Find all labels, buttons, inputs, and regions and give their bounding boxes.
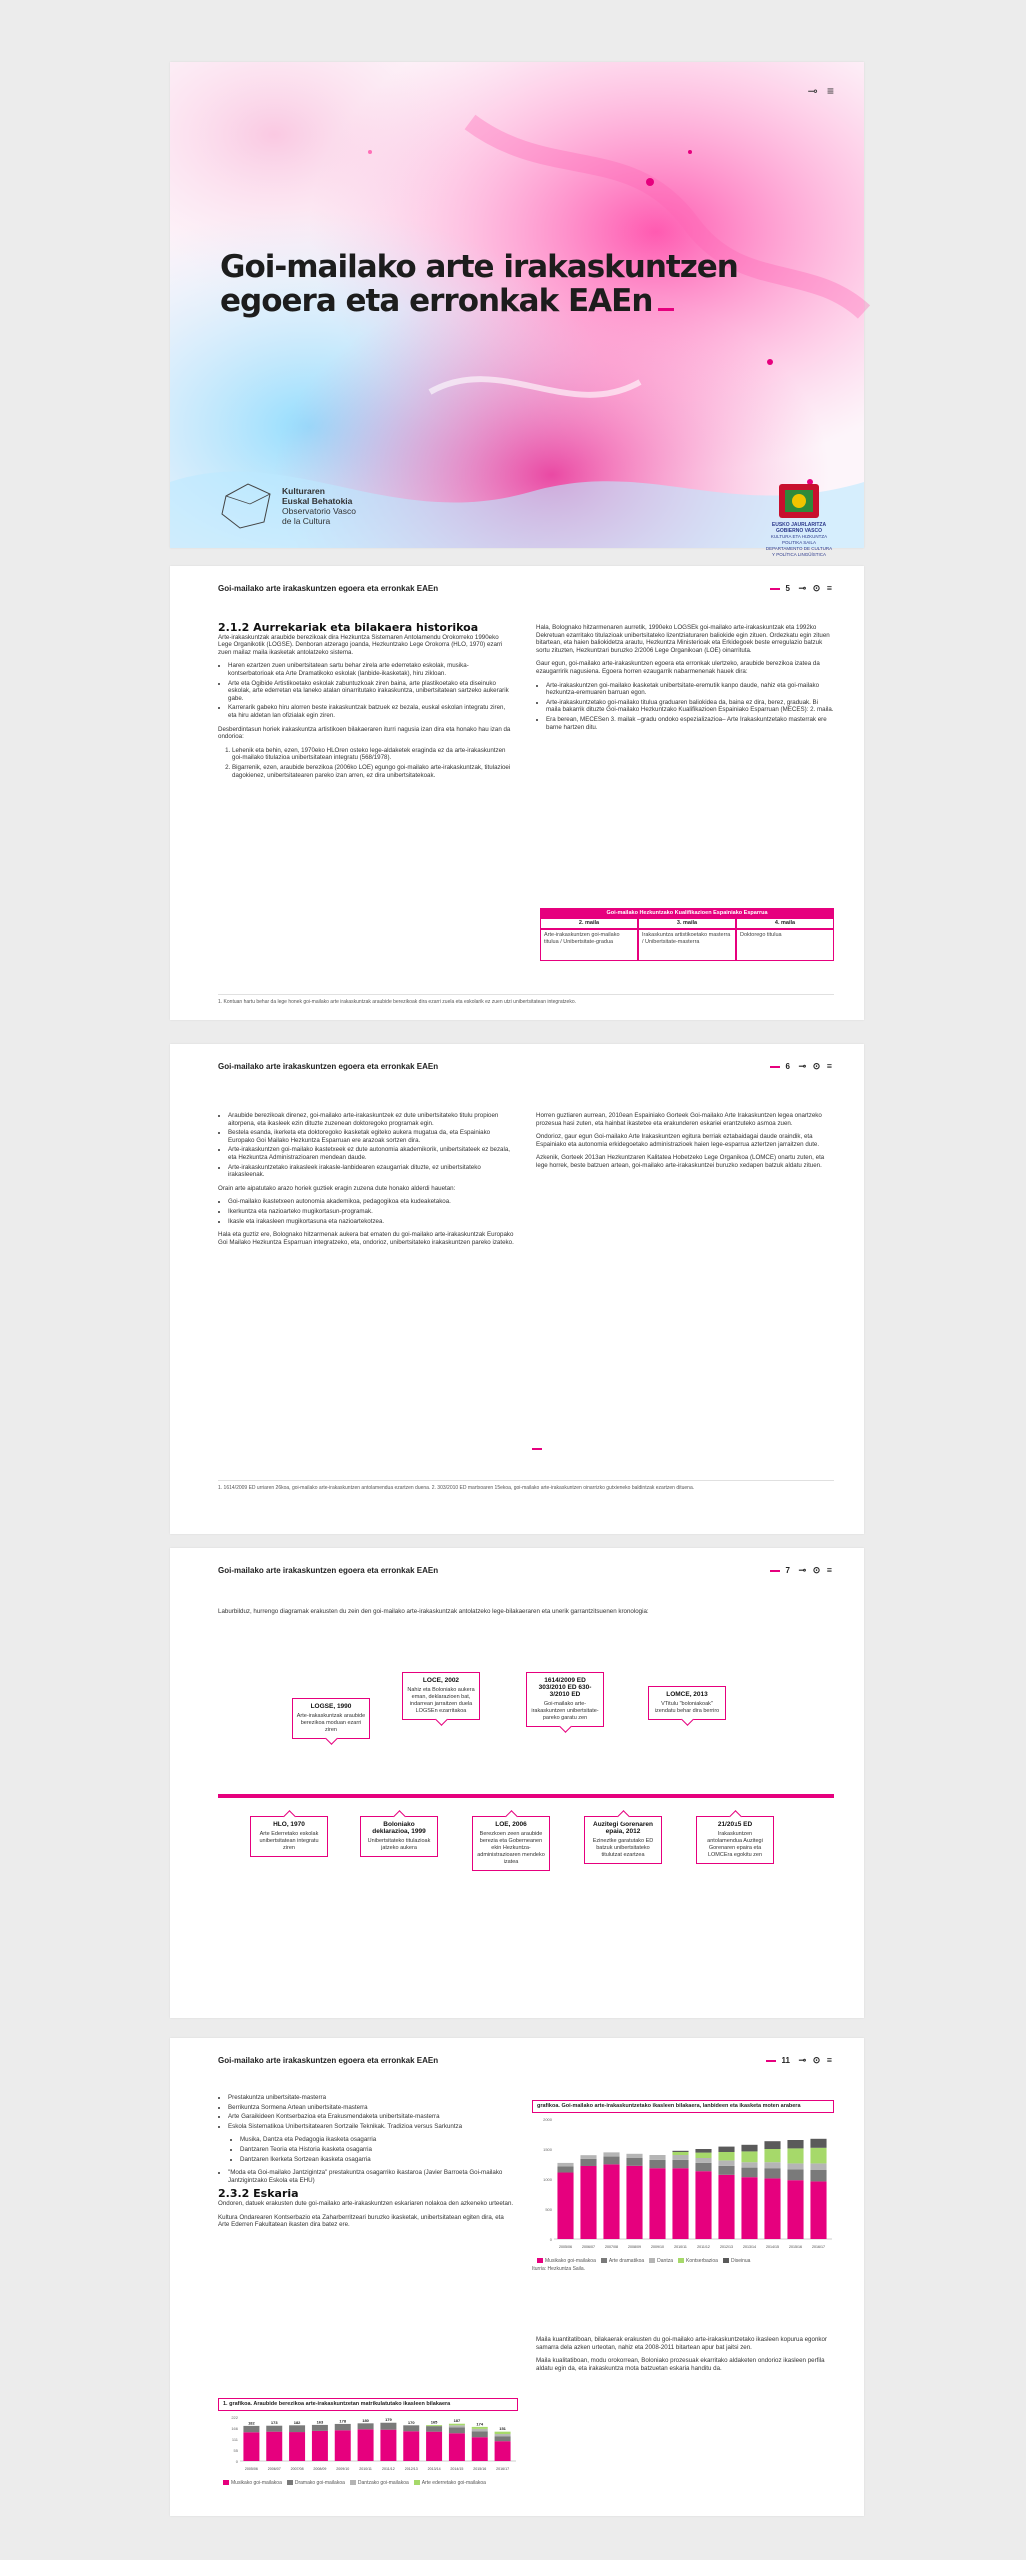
event-text: Irakaskuntzen antolamendua Auzitegi Gorenaren epaira eta LOMCEra egokitu zen [707, 1831, 763, 1858]
bar-segment [787, 2148, 803, 2163]
bar-segment [449, 2427, 465, 2433]
chart-2-plot [532, 2113, 834, 2251]
bar-segment [426, 2425, 442, 2426]
timeline-event [402, 1672, 480, 1720]
legend-swatch [678, 2258, 684, 2263]
bar-segment [495, 2432, 511, 2434]
x-tick-label: 2011/12 [382, 2467, 395, 2471]
chart-title: grafikoa. Goi-mailako arte-irakaskuntzetako ikasleen bilakaera, lanbideen eta ikasketa moten arabera [532, 2100, 834, 2113]
bar-segment [243, 2432, 259, 2461]
bar-segment [626, 2158, 642, 2166]
data-label: 178 [339, 2418, 347, 2424]
pink-dash [770, 1570, 780, 1572]
x-tick-label: 2012/13 [720, 2245, 733, 2249]
section-heading: 2.3.2 Eskaria [218, 2187, 299, 2201]
timeline-event [472, 1816, 550, 1871]
list-item: 1. Lehenik eta behin, ezen, 1970eko HLOren osteko lege-aldaketek eraginda ez da arte-irakaskuntzen goi-mailako titulazioa unibertsitatean integratu (568/1978). [232, 747, 514, 762]
data-label: 180 [362, 2417, 369, 2423]
y-tick-label: 166 [231, 2426, 238, 2431]
bar-segment [472, 2431, 488, 2437]
pink-dash [532, 1448, 542, 1450]
legend-swatch [537, 2258, 543, 2263]
table-row [540, 929, 834, 961]
left-column [218, 2094, 514, 2235]
sub-list [218, 2136, 514, 2163]
meces-table [540, 908, 834, 961]
title-underscore [658, 308, 674, 311]
x-tick-label: 2006/07 [582, 2245, 595, 2249]
event-title: 21/2015 ED [717, 1821, 753, 1828]
list-item: • Bestela esanda, ikerketa eta doktoregoko ikasketak egiteko aukera mugatua da, eta Espainiako Europako Goi Mailako Hezkuntza Esparruan ere arazoak sortzen dira. [228, 1129, 514, 1144]
bar-segment [335, 2424, 351, 2430]
event-title: LOGSE, 1990 [310, 1703, 352, 1710]
x-tick-label: 2016/17 [812, 2245, 825, 2249]
y-tick-label: 2000 [543, 2117, 552, 2122]
event-title: Auzitegi Gorenaren epaia, 2012 [593, 1821, 653, 1835]
bar-segment [695, 2163, 711, 2171]
list-item: • Haren ezartzen zuen unibertsitatean sartu behar zirela arte ederretako eskolak, musika-kontserbatorioak eta Arte Dramatikoko eskolak (lanbide-ikasketak), hiru zikloan. [228, 662, 514, 677]
x-tick-label: 2008/09 [313, 2467, 327, 2471]
bullet-list [218, 662, 514, 719]
bar-segment [580, 2155, 596, 2159]
data-label: 187 [453, 2418, 461, 2424]
running-head [218, 584, 834, 600]
chart-1-plot [218, 2411, 518, 2473]
x-tick-label: 2008/09 [628, 2245, 641, 2249]
chart-source: Iturria: Hezkuntza Saila. [532, 2266, 586, 2272]
paragraph: Azkenik, Gorteek 2013an Hezkuntzaren Kalitatea Hobetzeko Lege Organikoa (LOMCE) onartu zuten, eta lege horrek, beste batzuen artean, goi-mailako arte-irakaskuntzei buruzko xedapen batzuk aldatu zituen. [536, 1154, 825, 1169]
section-heading: 2.1.2 Aurrekariak eta bilakaera historikoa [218, 621, 479, 634]
timeline-event [584, 1816, 662, 1864]
running-head-title: Goi-mailako arte irakaskuntzen egoera eta erronkak EAEn [218, 2056, 439, 2065]
legend-label: Musikako goi-mailakoa [545, 2258, 596, 2264]
running-head-title: Goi-mailako arte irakaskuntzen egoera eta erronkak EAEn [218, 584, 439, 593]
bar-segment [312, 2425, 328, 2431]
legend-label: Kontserbazioa [686, 2258, 718, 2264]
bar-segment [403, 2431, 419, 2461]
x-tick-label: 2005/06 [559, 2245, 572, 2249]
paragraph: Arte-irakaskuntzak araubide berezikoak dira Hezkuntza Sistemaren Antolamendu Orokorreko 1990eko Lege Organikotik (LOGSE). Denboran atzerago joanda, Hezkuntzako Lege Orokorra (HLO, 1970) ezarri zuen mailaz maila ikasketak antolatzeko sistema. [218, 633, 503, 656]
x-tick-label: 2010/11 [674, 2245, 687, 2249]
bar-segment [266, 2426, 282, 2432]
table-header-row [540, 918, 834, 929]
data-label: 182 [248, 2420, 255, 2426]
menu-icon[interactable]: ≡ [826, 84, 834, 98]
list-item: • Ikerkuntza eta nazioarteko mugikortasun-programak. [228, 1208, 514, 1216]
legend-swatch [414, 2480, 420, 2485]
page-number [766, 2056, 790, 2065]
table-header-cell: 4. maila [736, 918, 834, 929]
bar-segment [695, 2153, 711, 2158]
legend-label: Arte ederretako goi-mailakoa [421, 2480, 486, 2486]
bar-segment [718, 2147, 734, 2152]
bar-segment [787, 2163, 803, 2169]
running-head [218, 1062, 834, 1078]
event-title: Boloniako deklarazioa, 1999 [372, 1821, 426, 1835]
kulturaren-behatokia-logo [220, 482, 357, 535]
list-item: • Arte-irakaskuntzen goi-mailako ikastetxeek ez dute autonomia akademikorik, unibertsitateek ez bezala, eta Hezkuntza Administrazioaren mendean daude. [228, 1146, 514, 1161]
running-head [218, 1566, 834, 1582]
logo-line: Kulturaren [282, 486, 325, 496]
bar-segment [764, 2149, 780, 2162]
list-item: • "Moda eta Goi-mailako Jantzigintza" prestakuntza osagarriko ikastaroa (Javier Barroeta Goi-mailako Jantzigintzako Eskola eta EHU) [228, 2169, 514, 2184]
chart-legend [532, 2258, 834, 2264]
x-tick-label: 2005/06 [244, 2467, 258, 2471]
list-item: • Dantzaren Ikerketa Sortzean ikasketa osagarria [240, 2156, 514, 2164]
page-number-text: 5 [785, 584, 790, 593]
event-title: 1614/2009 ED 303/2010 ED 630-3/2010 ED [538, 1677, 592, 1698]
bar-segment [626, 2154, 642, 2158]
footnote: 1. Kontuan hartu behar da lege honek goi-mailako arte irakaskuntzak araubide berezikoak dira ezarri zuela eta eskolarik ez zuen utzi unibertsitatean integratzeko. [218, 994, 834, 1006]
list-item: • Dantzaren Teoria eta Historia ikasketa osagarria [240, 2146, 514, 2154]
y-tick-label: 111 [231, 2437, 238, 2442]
event-text: Goi-mailako arte-irakaskuntzen unibertsitate-pareko garatu zen [531, 1701, 599, 1721]
bullet-list [536, 682, 834, 732]
bar-segment [557, 2173, 573, 2239]
bar-segment [289, 2432, 305, 2461]
legend-swatch [723, 2258, 729, 2263]
event-text: VTitulu "boloniakoak" izendatu behar dira berriro [654, 1701, 720, 1714]
bar-segment [426, 2432, 442, 2461]
bar-segment [718, 2152, 734, 2160]
legend-swatch [287, 2480, 293, 2485]
list-item: • Eskola Sistematikoa Unibertsitatearen Sortzaile Teknikak. Tradizioa versus Sarkuntza [228, 2123, 514, 2131]
running-head [218, 2056, 834, 2072]
event-text: Unibertsitateko titulazioak jatzeko aukera [367, 1838, 431, 1851]
bar-segment [764, 2162, 780, 2168]
running-head-title: Goi-mailako arte irakaskuntzen egoera eta erronkak EAEn [218, 1062, 439, 1071]
event-text: Arte Ederretako eskolak unibertsitatean integratu ziren [259, 1831, 319, 1851]
cover-title-line2: egoera eta erronkak EAEn [220, 283, 653, 319]
legend-swatch [601, 2258, 607, 2263]
right-column [536, 2336, 834, 2378]
timeline-intro: Laburbilduz, hurrengo diagramak erakusten du zein den goi-mailako arte-irakaskuntzak antolatzeko lege-bilakaeraren eta unerik garrantzitsuenen kronologia: [218, 1608, 649, 1615]
bar-segment [358, 2423, 374, 2429]
list-item: • Karrerarik gabeko hiru alorren beste irakaskuntzak batzuek ez bezala, euskal eskolan integratu ziren, eta hiru aldetan lan ofizialak egin ziren. [228, 704, 514, 719]
logo-line: EUSKO JAURLARITZA [771, 522, 827, 528]
logo-line: de la Cultura [282, 516, 331, 526]
x-tick-label: 2013/14 [427, 2467, 441, 2471]
table-cell: Irakaskuntza artistikoetako masterra / Unibertsitate-masterra [638, 929, 736, 961]
x-tick-label: 2015/16 [473, 2467, 487, 2471]
event-text: Berezkoen zeen araubide berezia eta Goberneanen ekin Hezkuntza-administrazioaren mendeko izatea [477, 1831, 545, 1865]
government-shield-icon [777, 482, 821, 520]
data-label: 170 [407, 2419, 415, 2425]
bar-segment [426, 2426, 442, 2432]
bar-segment [764, 2168, 780, 2178]
legend-label: Musikako goi-mailakoa [231, 2480, 282, 2486]
left-column [218, 1112, 514, 1252]
chart-title: 1. grafikoa. Araubide berezikoa arte-irakaskuntzetan matrikulatutako ikasleen bilakaera [218, 2398, 518, 2411]
legend-swatch [649, 2258, 655, 2263]
bar-segment [649, 2168, 665, 2239]
x-tick-label: 2015/16 [789, 2245, 802, 2249]
table-header-cell: 2. maila [540, 918, 638, 929]
page-nav-icons[interactable]: ⊸ ⊙ ≡ [798, 583, 834, 593]
right-column [536, 1112, 834, 1176]
bar-segment [741, 2151, 757, 2162]
bar-segment [289, 2425, 305, 2432]
bar-segment [718, 2160, 734, 2165]
data-label: 165 [430, 2419, 438, 2425]
bar-segment [603, 2164, 619, 2239]
list-item: 2. Bigarrenik, ezen, araubide berezikoa (2006ko LOE) egungo goi-mailako arte-irakaskuntzak, titulazioei dagokienez, unibertsitatearen pareko izan arren, ez dira unibertsitatekoak. [232, 764, 514, 779]
list-item: • Goi-mailako ikastetxeen autonomia akademikoa, pedagogikoa eta kudeaketakoa. [228, 1198, 514, 1206]
table-header-cell: 3. maila [638, 918, 736, 929]
list-item: • Arte-irakaskuntzetako goi-mailako titulua graduaren baliokidea da, baina ez dira, berez, graduak. Bi maila bakarrik dituzte Goi-mailako Hezkuntzako Kualifikazioen Espainiako Esparruan (MECES): 2. maila. [546, 699, 834, 714]
event-text: Ezineztke garatutako ED batzuk unibertsitateko titulutzat ezartzea [592, 1838, 654, 1858]
bar-segment [787, 2180, 803, 2239]
legend-swatch [223, 2480, 229, 2485]
cover-page [170, 62, 864, 557]
bar-segment [672, 2151, 688, 2152]
legend-label: Dantzako goi-mailakoa [357, 2480, 409, 2486]
bar-segment [741, 2145, 757, 2152]
y-tick-label: 500 [545, 2207, 552, 2212]
bar-segment [449, 2433, 465, 2461]
bar-segment [764, 2141, 780, 2149]
x-tick-label: 2011/12 [697, 2245, 710, 2249]
page-11 [170, 2038, 864, 2516]
paragraph: Gaur egun, goi-mailako arte-irakaskuntzen egoera eta erronkak ulertzeko, araubide berezikoa izatea da ezaugarririk nagusiena. Egoera horren ezaugarrik nabarmenenak hauek dira: [536, 660, 820, 675]
bar-segment [557, 2167, 573, 2173]
paragraph: Hala eta guztiz ere, Bolognako hitzarmenak aukera bat ematen du goi-mailako arte-irakaskuntzak Europako Goi Mailako Hezkuntza Esparruan integratzeko, eta, ondorioz, unibertsitateko irakaskuntzen pareko izateko. [218, 1231, 514, 1246]
table-title: Goi-mailako Hezkuntzako Kualifikazioen Espainiako Esparrua [540, 908, 834, 918]
timeline-event [250, 1816, 328, 1857]
bar-segment [672, 2152, 688, 2155]
paragraph: Kultura Ondarearen Kontserbazio eta Zaharberritzeari buruzko ikasketak, unibertsitatean egiten dira, eta Arte Ederren Fakultatean ikasten dira batez ere. [218, 2213, 504, 2229]
bar-segment [695, 2149, 711, 2153]
paragraph: Desberdintasun horiek irakaskuntza artistikoen bilakaeraren iturri nagusia izan dira eta honako hau izan da ondorioa: [218, 725, 511, 741]
bullet-list [218, 2169, 514, 2184]
bar-segment [764, 2178, 780, 2239]
legend-swatch [350, 2480, 356, 2485]
list-item: • Arte eta Ogibide Artistikoetako eskolak zabuntuzkoak ziren baina, arte plastikoetako eta diseinuko eskolak, arte ederretan eta laneko atalan oinarritutako irakaskuntza, unibertsitatean sartzeko aukerarik gabe. [228, 680, 514, 703]
x-tick-label: 2013/14 [743, 2245, 756, 2249]
bar-segment [810, 2163, 826, 2170]
timeline-axis [218, 1794, 834, 1798]
logo-line: Euskal Behatokia [282, 496, 353, 506]
bar-segment [449, 2424, 465, 2426]
page-number-text: 7 [785, 1566, 790, 1575]
bar-segment [403, 2425, 419, 2431]
y-tick-label: 55 [233, 2448, 238, 2453]
page-number [770, 1566, 790, 1575]
bar-segment [810, 2139, 826, 2148]
numbered-list [218, 747, 514, 779]
bar-segment [335, 2430, 351, 2461]
bar-segment [718, 2166, 734, 2175]
y-tick-label: 1000 [543, 2177, 552, 2182]
y-tick-label: 222 [231, 2415, 238, 2420]
list-item: • Arte Garaikideen Kontserbazioa eta Erakusmendaketa unibertsitate-masterra [228, 2113, 514, 2121]
bar-segment [603, 2152, 619, 2156]
bar-segment [695, 2158, 711, 2163]
bar-segment [580, 2166, 596, 2239]
bar-segment [603, 2157, 619, 2165]
behatokia-logo-text [282, 486, 356, 526]
key-icon[interactable]: ⊸ [807, 84, 818, 98]
bullet-list [218, 1198, 514, 1225]
bar-segment [787, 2140, 803, 2148]
page-number-text: 6 [785, 1062, 790, 1071]
bar-segment [472, 2429, 488, 2431]
chart-enrolment-evolution [218, 2398, 518, 2498]
list-item: • Era berean, MECESen 3. mailak –gradu ondoko espezializazioa– Arte Irakaskuntzetako masterrak ere barne hartzen ditu. [546, 716, 834, 731]
data-label: 182 [293, 2419, 301, 2425]
x-tick-label: 2007/08 [605, 2245, 618, 2249]
bar-segment [243, 2426, 259, 2432]
bar-segment [495, 2434, 511, 2436]
list-item: • Araubide berezikoak direnez, goi-mailako arte-irakaskuntzek ez dute unibertsitateko titulu propioen aitorpena, eta ikasleek ezin dituzte zuzenean doktoregoko programak egin. [228, 1112, 514, 1127]
bar-segment [672, 2168, 688, 2239]
footnote: 1. 1614/2009 ED urriaren 26koa, goi-mailako arte-irakaskuntzen antolamendua ezartzen duena. 2. 303/2010 ED martxoaren 15ekoa, goi-mailako arte-irakaskuntzen oinarrizko gutxieneko baldintzak ezartzen dituena. [218, 1480, 834, 1492]
pink-dash [766, 2060, 776, 2062]
polygon-logo-icon [220, 482, 276, 530]
bar-segment [810, 2170, 826, 2181]
y-tick-label: 1500 [543, 2147, 552, 2152]
logo-line: KULTURA ETA HIZKUNTZA POLITIKA SAILA [770, 534, 828, 545]
list-item: • Ikasle eta irakasleen mugikortasuna eta nazioartekotzea. [228, 1218, 514, 1226]
list-item: • Prestakuntza unibertsitate-masterra [228, 2094, 514, 2102]
right-column [536, 624, 834, 737]
cover-title [220, 250, 738, 318]
bar-segment [358, 2429, 374, 2461]
bar-segment [626, 2166, 642, 2239]
event-text: Nahiz eta Boloniako aukera eman, deklarazioen bat, indarrean jarraitzen duela LOGSEn ezarritakoa [407, 1687, 475, 1714]
bar-segment [741, 2162, 757, 2167]
bar-segment [695, 2171, 711, 2239]
bar-segment [741, 2168, 757, 2178]
bar-segment [472, 2437, 488, 2461]
chart-legend [218, 2480, 518, 2486]
page-nav-icons[interactable]: ⊸ ⊙ ≡ [798, 2055, 834, 2065]
timeline-event [360, 1816, 438, 1857]
event-title: LOMCE, 2013 [666, 1691, 708, 1698]
chart-students-by-field [532, 2100, 834, 2300]
event-title: LOE, 2006 [495, 1821, 527, 1828]
paragraph: Maila kuantitatiboan, bilakaerak erakusten du goi-mailako arte-irakaskuntzetako ikasleen kopurua egonkor samarra dela azken urteotan, nahiz eta 2008-2011 bitartean apur bat jaitsi zen. [536, 2336, 827, 2351]
page-7 [170, 1548, 864, 2018]
bar-segment [557, 2163, 573, 2167]
paragraph: Ondorioz, gaur egun Goi-mailako Arte Irakaskuntzen egitura berriak eztabaidagai daude oraindik, eta Espainiako eta autonomia erkidegoetako administrazioek haien lege-esparrua aztertzen jarraitzen dute. [536, 1133, 820, 1148]
page-nav-icons[interactable]: ⊸ ⊙ ≡ [798, 1565, 834, 1575]
bar-segment [580, 2159, 596, 2166]
bar-segment [495, 2441, 511, 2461]
bullet-list [218, 1112, 514, 1179]
data-label: 173 [270, 2420, 278, 2426]
event-title: LOCE, 2002 [422, 1677, 460, 1684]
eusko-jaurlaritza-logo [764, 482, 834, 558]
timeline-event [648, 1686, 726, 1720]
page-5 [170, 566, 864, 1020]
bar-segment [312, 2431, 328, 2461]
bar-segment [787, 2169, 803, 2180]
data-label: 174 [476, 2421, 484, 2427]
x-tick-label: 2009/10 [336, 2467, 350, 2471]
page-nav-icons[interactable]: ⊸ ⊙ ≡ [798, 1061, 834, 1071]
timeline-event [526, 1672, 604, 1727]
timeline-event [292, 1698, 370, 1739]
list-item: • Arte-irakaskuntzetako irakasleek irakasle-lanbidearen ezaugarriak dituzte, ez unibertsitateko irakasleenak. [228, 1164, 514, 1179]
page-number [770, 1062, 790, 1071]
x-tick-label: 2014/15 [766, 2245, 779, 2249]
data-label: 151 [499, 2426, 506, 2432]
table-cell: Arte-irakaskuntzen goi-mailako titulua / Unibertsitate-gradua [540, 929, 638, 961]
paragraph: Horren guztiaren aurrean, 2010ean Espainiako Gorteek Goi-mailako Arte Irakaskuntzen legea onartzeko prozesua hasi zuten, eta hainbat ikastetxe eta erakunderen eskariei erantzuteko asmoa zuen. [536, 1112, 822, 1127]
legend-label: Dramako goi-mailakoa [294, 2480, 345, 2486]
logo-line: Observatorio Vasco [282, 506, 357, 516]
data-label: 163 [316, 2419, 324, 2425]
data-label: 179 [385, 2417, 392, 2423]
bar-segment [380, 2423, 396, 2430]
bar-segment [741, 2177, 757, 2239]
bar-segment [718, 2175, 734, 2239]
page-number-text: 11 [781, 2056, 790, 2065]
bar-segment [449, 2425, 465, 2427]
bar-segment [266, 2432, 282, 2461]
cover-top-icons [802, 84, 834, 98]
legend-label: Diseinua [730, 2258, 751, 2264]
bar-segment [810, 2148, 826, 2164]
bar-segment [672, 2160, 688, 2168]
x-tick-label: 2012/13 [404, 2467, 418, 2471]
page-number [770, 584, 790, 593]
bar-segment [810, 2181, 826, 2239]
bar-segment [672, 2155, 688, 2160]
x-tick-label: 2016/17 [496, 2467, 510, 2471]
paragraph: Hala, Bolognako hitzarmenaren aurretik, 1990eko LOGSEk goi-mailako arte-irakaskuntzak eta 1992ko Dekretuan ezarritako titulazioak unibertsitateko lizentziaturaren baliokide egin zituen. Ordezkatu egin zituen bitartean, eta haien baliokidetza arautu, Hezkuntza Ministerioak eta Erkidegoek beste erregulazio batzuk sortu zituzten, Hezkuntzari buruzko 2/2006 Lege Organikoan (LOE) oinarrituta. [536, 624, 830, 654]
logo-line: GOBIERNO VASCO [775, 528, 823, 534]
pink-dash [770, 588, 780, 590]
y-tick-label: 0 [235, 2459, 238, 2464]
bar-segment [649, 2155, 665, 2160]
list-item: • Berrikuntza Sormena Artean unibertsitate-masterra [228, 2104, 514, 2112]
bullet-list [218, 2094, 514, 2130]
running-head-title: Goi-mailako arte irakaskuntzen egoera eta erronkak EAEn [218, 1566, 439, 1575]
pink-dash [770, 1066, 780, 1068]
bar-segment [380, 2430, 396, 2461]
y-tick-label: 0 [549, 2237, 552, 2242]
left-column [218, 621, 514, 781]
table-cell: Doktorego titulua [736, 929, 834, 961]
legend-label: Arte dramatikoa [608, 2258, 645, 2264]
logo-line: DEPARTAMENTO DE CULTURA Y POLÍTICA LINGÜÍSTICA [765, 546, 833, 557]
paragraph: Maila kualitatiboan, modu orokorrean, Boloniako prozesuak ekarritako aldaketen ondorioz ikasleen perfila aldatu egin da, eta irakaskuntza mota batzuetan eskaria handitu da. [536, 2357, 825, 2372]
bar-segment [495, 2436, 511, 2441]
legend-label: Dantza [657, 2258, 673, 2264]
x-tick-label: 2014/15 [450, 2467, 464, 2471]
x-tick-label: 2010/11 [359, 2467, 372, 2471]
paragraph: Ondoren, datuek erakusten dute goi-mailako arte-irakaskuntzen eskariaren nolakoa den azkeneko urteetan. [218, 2199, 514, 2207]
event-text: Arte-irakaskuntzak araubide berezikoa moduan ezarri ziren [296, 1713, 366, 1733]
timeline-event [696, 1816, 774, 1864]
x-tick-label: 2006/07 [267, 2467, 281, 2471]
paragraph: Orain arte aipatutako arazo horiek guztiek eragin zuzena dute honako alderdi hauetan: [218, 1184, 456, 1192]
page-6 [170, 1044, 864, 1534]
bar-segment [472, 2427, 488, 2429]
list-item: • Musika, Dantza eta Pedagogia ikasketa osagarria [240, 2136, 514, 2144]
cover-title-line1: Goi-mailako arte irakaskuntzen [220, 249, 738, 285]
list-item: • Arte-irakaskuntzen goi-mailako ikasketak unibertsitate-eremutik kanpo daude, nahiz eta goi-mailako hezkuntza-eremuaren barruan egon. [546, 682, 834, 697]
x-tick-label: 2009/10 [651, 2245, 664, 2249]
event-title: HLO, 1970 [273, 1821, 305, 1828]
bar-segment [649, 2160, 665, 2168]
x-tick-label: 2007/08 [290, 2467, 304, 2471]
